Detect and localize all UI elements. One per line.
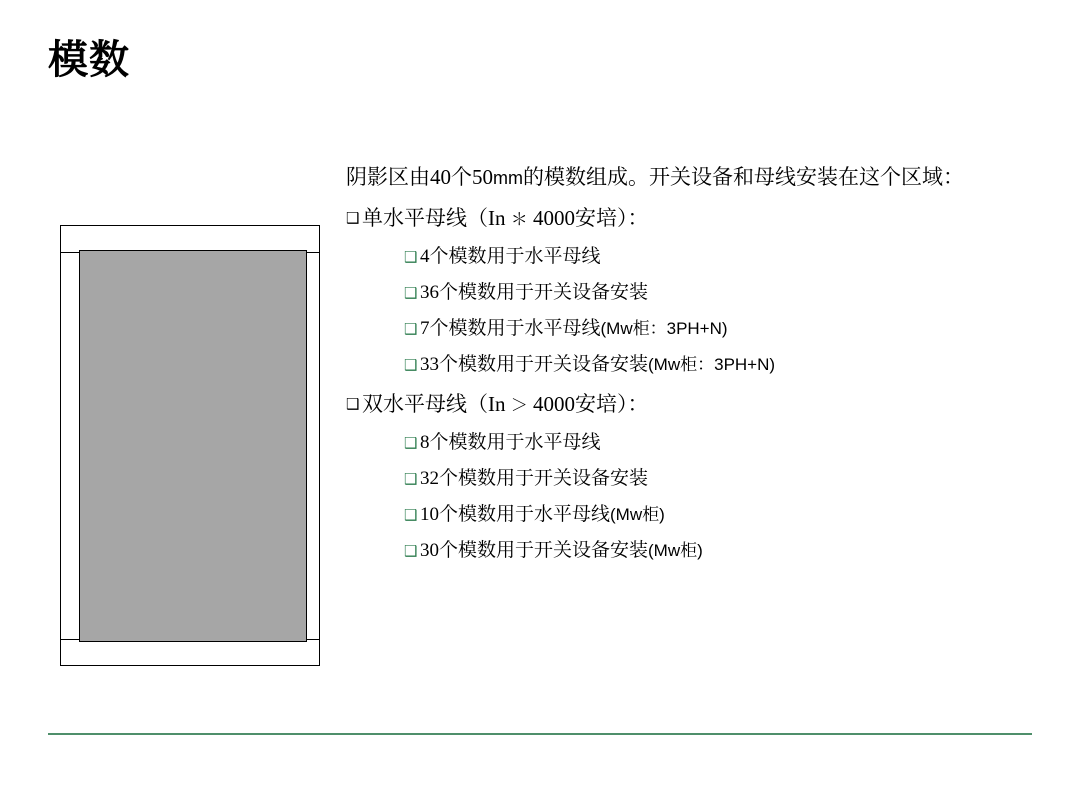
list-item-text <box>420 465 1036 493</box>
item-number: 4 <box>420 246 430 267</box>
item-number: 36 <box>420 282 439 303</box>
checkbox-bullet-icon: ❑ <box>404 284 418 302</box>
list-item <box>404 465 1036 493</box>
section-2-heading-tail: 4000安培）： <box>533 392 649 416</box>
section-2-heading-main: 双水平母线（In <box>362 392 506 416</box>
cabinet-right-rail <box>306 250 307 642</box>
section-heading-2 <box>346 389 1036 421</box>
footer-divider <box>48 733 1032 735</box>
section-heading-1 <box>346 203 1036 235</box>
checkbox-bullet-icon: ❑ <box>346 209 360 227</box>
section-1-heading-main: 单水平母线（In <box>362 206 506 230</box>
item-label: 个模数用于开关设备安装 <box>439 282 649 303</box>
cabinet-shaded-area <box>79 250 307 642</box>
item-label: 个模数用于水平母线 <box>429 318 601 339</box>
list-item <box>404 315 1036 343</box>
list-item <box>404 501 1036 529</box>
checkbox-bullet-icon: ❑ <box>404 470 418 488</box>
list-item-text <box>420 429 1036 457</box>
checkbox-bullet-icon: ❑ <box>404 248 418 266</box>
lead-unit: mm <box>493 168 523 188</box>
item-label: 个模数用于开关设备安装 <box>439 354 649 375</box>
checkbox-bullet-icon: ❑ <box>346 395 360 413</box>
list-item-text <box>420 537 1036 565</box>
lead-text-part1: 阴影区由40个50 <box>346 165 493 189</box>
section-1-heading-op: ＊ <box>510 210 528 229</box>
list-item-text <box>420 315 1036 343</box>
section-1-heading-tail: 4000安培）： <box>533 206 649 230</box>
checkbox-bullet-icon: ❑ <box>404 356 418 374</box>
checkbox-bullet-icon: ❑ <box>404 542 418 560</box>
item-label: 个模数用于水平母线 <box>429 432 601 453</box>
cabinet-left-rail <box>79 250 80 642</box>
list-item-text <box>420 279 1036 307</box>
list-item-text <box>420 243 1036 271</box>
item-number: 32 <box>420 468 439 489</box>
list-item <box>404 243 1036 271</box>
item-label: 个模数用于开关设备安装 <box>439 540 649 561</box>
item-number: 33 <box>420 354 439 375</box>
item-number: 7 <box>420 318 430 339</box>
checkbox-bullet-icon: ❑ <box>404 506 418 524</box>
section-2-heading-op: ＞ <box>510 396 528 415</box>
item-label: 个模数用于水平母线 <box>439 504 611 525</box>
item-suffix: (Mw柜) <box>610 505 665 524</box>
list-item <box>404 537 1036 565</box>
item-suffix: (Mw柜) <box>648 541 703 560</box>
lead-text-part2: 的模数组成。开关设备和母线安装在这个区域： <box>523 165 964 189</box>
page-title: 模数 <box>48 37 130 82</box>
item-number: 8 <box>420 432 430 453</box>
item-number: 10 <box>420 504 439 525</box>
list-item-text <box>420 351 1036 379</box>
checkbox-bullet-icon: ❑ <box>404 320 418 338</box>
list-item <box>404 279 1036 307</box>
checkbox-bullet-icon: ❑ <box>404 434 418 452</box>
list-item <box>404 351 1036 379</box>
section-heading-2-text <box>362 389 1036 421</box>
list-item <box>404 429 1036 457</box>
item-label: 个模数用于水平母线 <box>429 246 601 267</box>
item-label: 个模数用于开关设备安装 <box>439 468 649 489</box>
section-heading-1-text <box>362 203 1036 235</box>
cabinet-diagram <box>60 225 322 668</box>
content-column <box>346 162 1036 573</box>
item-suffix: (Mw柜：3PH+N) <box>600 319 728 338</box>
list-item-text <box>420 501 1036 529</box>
lead-paragraph <box>346 162 1036 193</box>
item-suffix: (Mw柜：3PH+N) <box>648 355 776 374</box>
item-number: 30 <box>420 540 439 561</box>
